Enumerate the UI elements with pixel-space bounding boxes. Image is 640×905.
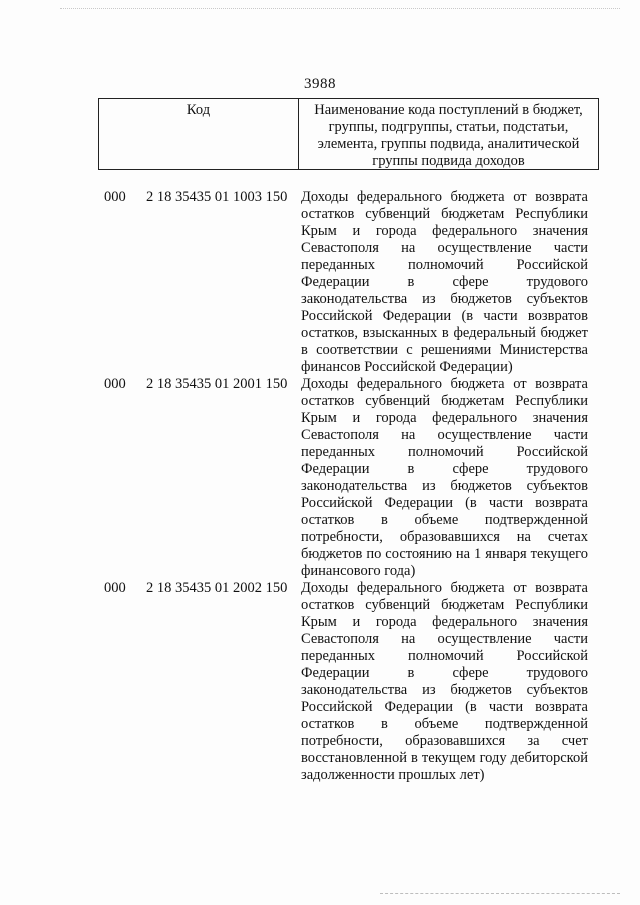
admin-code: 000 [104,189,126,205]
table-row [0,580,640,784]
table-row [0,189,640,376]
table-row [0,376,640,580]
entries-list [0,189,640,784]
table-header [98,98,599,170]
page-number: 3988 [304,76,336,92]
revenue-code: 2 18 35435 01 2001 150 [146,376,288,392]
revenue-code: 2 18 35435 01 1003 150 [146,189,288,205]
admin-code: 000 [104,376,126,392]
revenue-description: Доходы федерального бюджета от возврата остатков субвенций бюджетам Республики Крым и города федерального значения Севастополя на осуществление части переданных полномочий Российской Федерации в сфере трудового законодательства из бюджетов субъектов Российской Федерации (в части возврата остатков в объеме подтвержденной потребности, образовавшихся за счет восстановленной в текущем году дебиторской задолженности прошлых лет) [301,580,588,783]
revenue-description: Доходы федерального бюджета от возврата остатков субвенций бюджетам Республики Крым и города федерального значения Севастополя на осуществление части переданных полномочий Российской Федерации в сфере трудового законодательства из бюджетов субъектов Российской Федерации (в части возврата остатков в объеме подтвержденной потребности, образовавшихся на счетах бюджетов по состоянию на 1 января текущего финансового года) [301,376,588,579]
revenue-description: Доходы федерального бюджета от возврата остатков субвенций бюджетам Республики Крым и города федерального значения Севастополя на осуществление части переданных полномочий Российской Федерации в сфере трудового законодательства из бюджетов субъектов Российской Федерации (в части возвратов остатков, взысканных в федеральный бюджет в соответствии с решениями Министерства финансов Российской Федерации) [301,189,588,375]
scan-edge-top [60,8,620,10]
header-code-column: Код [99,99,299,169]
revenue-code: 2 18 35435 01 2002 150 [146,580,288,596]
scan-edge-bottom [380,893,620,895]
header-name-column: Наименование кода поступлений в бюджет, группы, подгруппы, статьи, подстатьи, элемента, группы подвида, аналитической группы подвида доходов [314,102,583,169]
admin-code: 000 [104,580,126,596]
